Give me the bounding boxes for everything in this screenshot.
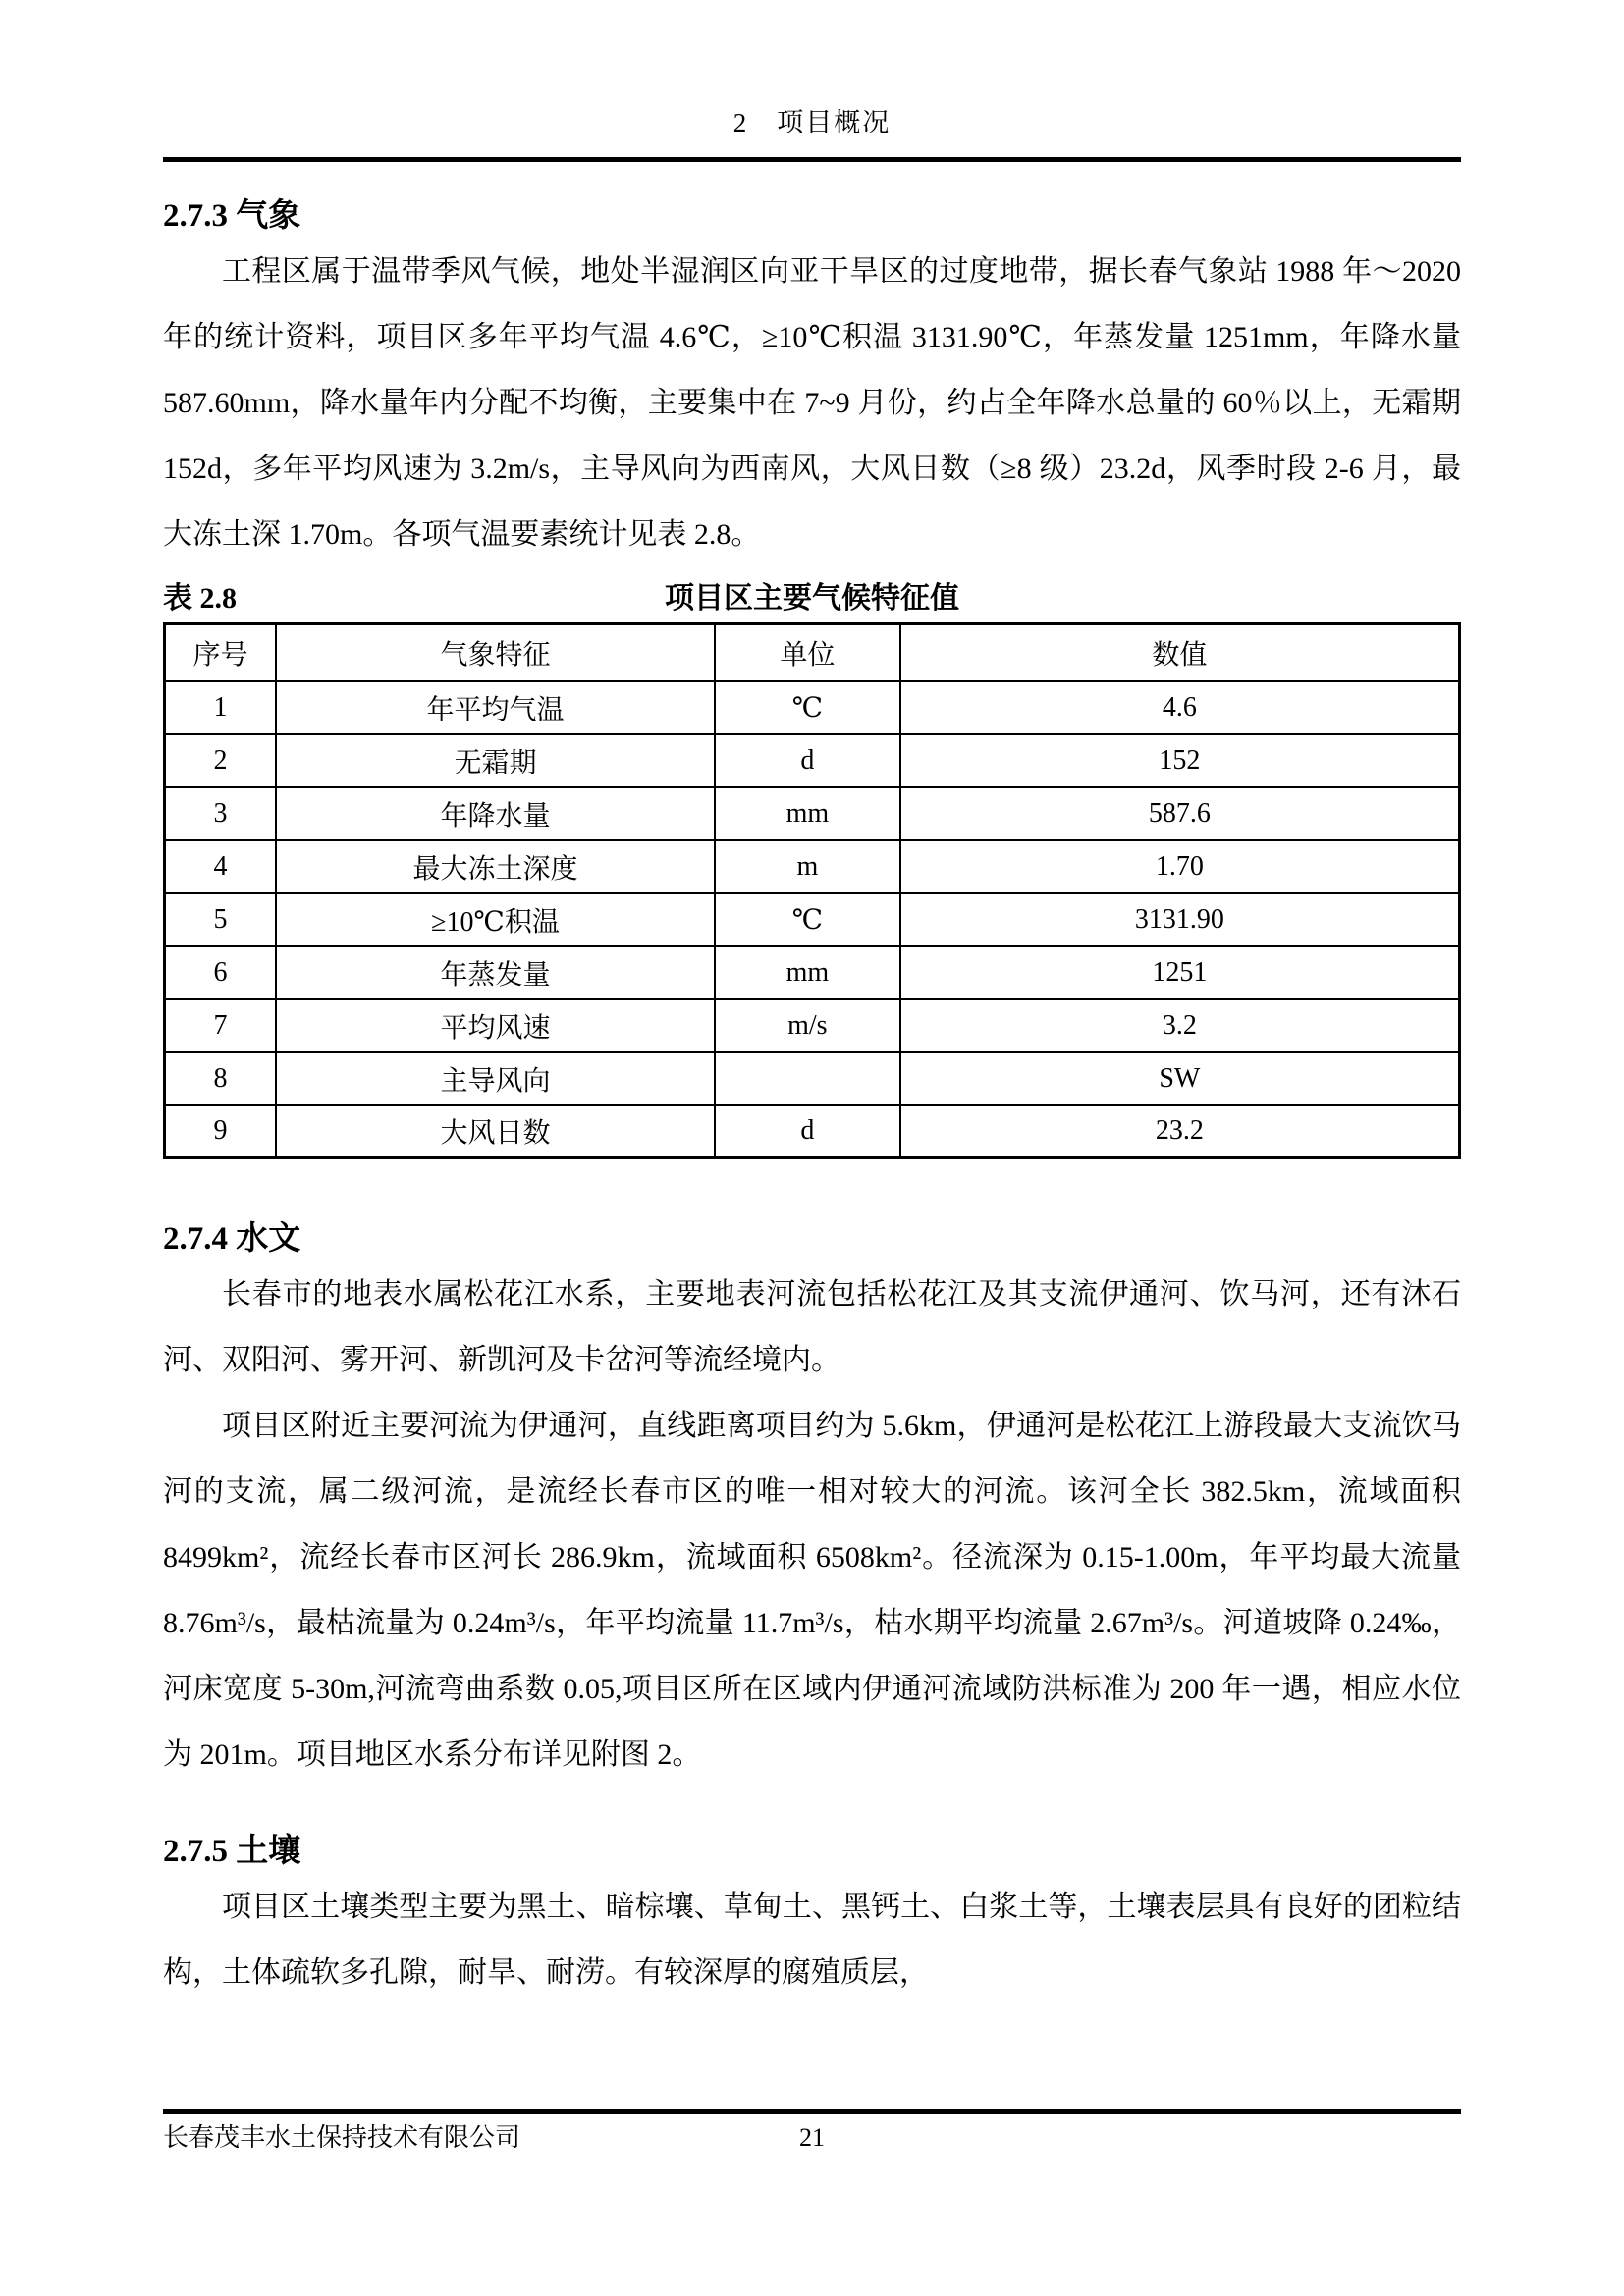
table-cell: 最大冻土深度 bbox=[276, 840, 715, 893]
table-cell: 7 bbox=[165, 999, 276, 1052]
table-cell: 无霜期 bbox=[276, 734, 715, 787]
table-cell: 23.2 bbox=[900, 1105, 1460, 1158]
table-cell: m/s bbox=[715, 999, 900, 1052]
table-header-row bbox=[165, 624, 1460, 681]
table-row bbox=[165, 734, 1460, 787]
table-cell: 587.6 bbox=[900, 787, 1460, 840]
table-cell: mm bbox=[715, 946, 900, 999]
spacer bbox=[163, 1788, 1461, 1797]
table-cell: 5 bbox=[165, 893, 276, 946]
table-cell: 1 bbox=[165, 681, 276, 734]
table-row bbox=[165, 840, 1460, 893]
table-cell bbox=[715, 1052, 900, 1105]
table-caption-row bbox=[163, 575, 1461, 622]
paragraph: 项目区土壤类型主要为黑土、暗棕壤、草甸土、黑钙土、白浆土等，土壤表层具有良好的团粒结构，土体疏软多孔隙，耐旱、耐涝。有较深厚的腐殖质层， bbox=[163, 1891, 1461, 1989]
header-rule bbox=[163, 157, 1461, 162]
table-row bbox=[165, 946, 1460, 999]
table-label: 表 2.8 bbox=[163, 582, 237, 614]
table-cell: 3.2 bbox=[900, 999, 1460, 1052]
footer-line bbox=[163, 2120, 1461, 2156]
table-cell: 3 bbox=[165, 787, 276, 840]
table-row bbox=[165, 681, 1460, 734]
running-header-title: 2 项目概况 bbox=[732, 108, 892, 137]
page-footer bbox=[163, 2109, 1461, 2156]
table-cell: 4 bbox=[165, 840, 276, 893]
footer-rule bbox=[163, 2109, 1461, 2114]
table-cell: 6 bbox=[165, 946, 276, 999]
table-row bbox=[165, 1052, 1460, 1105]
table-cell: d bbox=[715, 1105, 900, 1158]
table-cell: 1251 bbox=[900, 946, 1460, 999]
table-cell: ℃ bbox=[715, 893, 900, 946]
table-cell: 4.6 bbox=[900, 681, 1460, 734]
table-header-cell: 数值 bbox=[900, 624, 1460, 681]
table-cell: 平均风速 bbox=[276, 999, 715, 1052]
table-cell: d bbox=[715, 734, 900, 787]
table-cell: ≥10℃积温 bbox=[276, 893, 715, 946]
table-cell: 152 bbox=[900, 734, 1460, 787]
table-cell: 1.70 bbox=[900, 840, 1460, 893]
table-cell: 年平均气温 bbox=[276, 681, 715, 734]
paragraph: 长春市的地表水属松花江水系，主要地表河流包括松花江及其支流伊通河、饮马河，还有沐石河、双阳河、雾开河、新凯河及卡岔河等流经境内。 bbox=[163, 1278, 1461, 1376]
table-cell: 9 bbox=[165, 1105, 276, 1158]
table-row bbox=[165, 893, 1460, 946]
table-cell: 年降水量 bbox=[276, 787, 715, 840]
section-heading-meteorology: 2.7.3 气象 bbox=[163, 198, 301, 234]
table-cell: 8 bbox=[165, 1052, 276, 1105]
table-header-cell: 单位 bbox=[715, 624, 900, 681]
table-row bbox=[165, 787, 1460, 840]
table-cell: SW bbox=[900, 1052, 1460, 1105]
table-cell: ℃ bbox=[715, 681, 900, 734]
climate-table-body bbox=[165, 681, 1460, 1158]
footer-company: 长春茂丰水土保持技术有限公司 bbox=[163, 2123, 521, 2152]
section-heading-hydrology: 2.7.4 水文 bbox=[163, 1221, 301, 1256]
table-cell: mm bbox=[715, 787, 900, 840]
paragraph: 项目区附近主要河流为伊通河，直线距离项目约为 5.6km，伊通河是松花江上游段最大支流饮马河的支流，属二级河流，是流经长春市区的唯一相对较大的河流。该河全长 382.5km，流域面积 8499km²，流经长春市区河长 286.9km，流域面积 6508km²。径流深为 0.15-1.00m，年平均最大流量 8.76m³/s，最枯流量为 0.24m³/s，年平均流量 11.7m³/s，枯水期平均流量 2.67m³/s。河道坡降 0.24‰，河床宽度 5-30m,河流弯曲系数 0.05,项目区所在区域内伊通河流域防洪标准为 200 年一遇，相应水位为 201m。项目地区水系分布详见附图 2。 bbox=[163, 1410, 1461, 1771]
table-header-cell: 序号 bbox=[165, 624, 276, 681]
paragraph: 工程区属于温带季风气候，地处半湿润区向亚干旱区的过度地带，据长春气象站 1988 年～2020 年的统计资料，项目区多年平均气温 4.6℃，≥10℃积温 3131.90℃，年蒸发量 1251mm，年降水量 587.60mm，降水量年内分配不均衡，主要集中在 7~9 月份，约占全年降水总量的 60％以上，无霜期 152d，多年平均风速为 3.2m/s，主导风向为西南风，大风日数（≥8 级）23.2d，风季时段 2-6 月，最大冻土深 1.70m。各项气温要素统计见表 2.8。 bbox=[163, 255, 1461, 551]
table-header-cell: 气象特征 bbox=[276, 624, 715, 681]
table-cell: 年蒸发量 bbox=[276, 946, 715, 999]
page-header bbox=[163, 0, 1461, 162]
table-cell: m bbox=[715, 840, 900, 893]
spacer bbox=[163, 1159, 1461, 1185]
table-cell: 大风日数 bbox=[276, 1105, 715, 1158]
table-cell: 2 bbox=[165, 734, 276, 787]
table-cell: 3131.90 bbox=[900, 893, 1460, 946]
table-cell: 主导风向 bbox=[276, 1052, 715, 1105]
table-row bbox=[165, 1105, 1460, 1158]
climate-table bbox=[163, 622, 1461, 1159]
page-number: 21 bbox=[799, 2123, 825, 2152]
section-heading-soil: 2.7.5 土壤 bbox=[163, 1834, 301, 1869]
table-row bbox=[165, 999, 1460, 1052]
table-caption: 项目区主要气候特征值 bbox=[665, 582, 959, 614]
